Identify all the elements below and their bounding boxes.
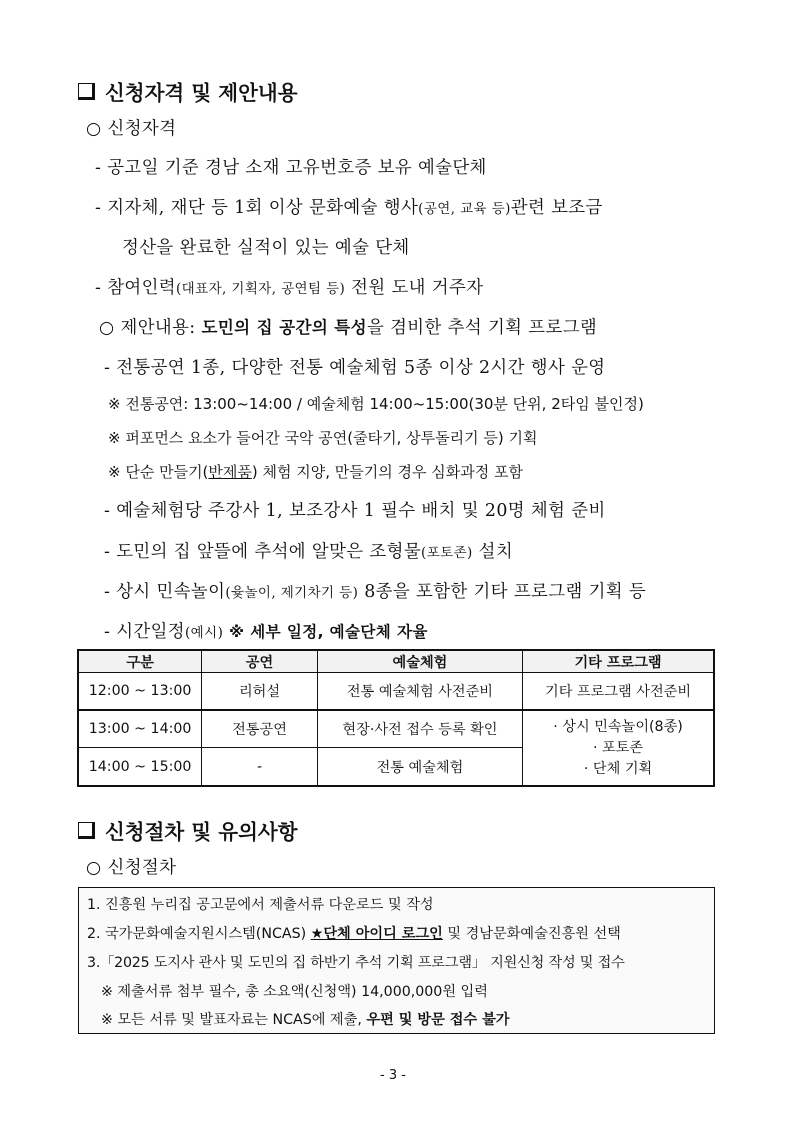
section-title-2: [78, 815, 298, 845]
procedure-step-2: 2. 국가문화예술지원시스템(NCAS) ★단체 아이디 로그인 및 경남문화예술진흥원 선택: [87, 926, 621, 942]
table-header: 구분: [78, 650, 202, 673]
table-cell: 14:00 ~ 15:00: [78, 748, 202, 787]
page-number: - 3 -: [380, 1068, 406, 1083]
procedure-step-1: 1. 진흥원 누리집 공고문에서 제출서류 다운로드 및 작성: [87, 897, 434, 913]
table-cell: 12:00 ~ 13:00: [78, 673, 202, 711]
etc-item: · 포토존: [592, 739, 644, 756]
qualification-line-4: - 참여인력(대표자, 기획자, 공연팀 등) 전원 도내 거주자: [95, 278, 484, 298]
table-row: [78, 673, 714, 711]
etc-item: · 단체 기획: [583, 760, 653, 777]
table-header-row: [78, 650, 714, 673]
proposal-line-4: - 상시 민속놀이(윷놀이, 제기차기 등) 8종을 포함한 기타 프로그램 기획 등: [104, 582, 647, 602]
procedure-note-2: ※ 모든 서류 및 발표자료는 NCAS에 제출, 우편 및 방문 접수 불가: [101, 1012, 510, 1028]
procedure-box: [78, 887, 715, 1034]
proposal-line-3: - 도민의 집 앞뜰에 추석에 알맞은 조형물(포토존) 설치: [104, 542, 514, 562]
table-header: 공연: [202, 650, 318, 673]
qualification-line-3: 정산을 완료한 실적이 있는 예술 단체: [122, 238, 410, 258]
qualification-heading: ○ 신청자격: [86, 119, 177, 139]
checkbox-square-icon: [78, 822, 95, 839]
procedure-note-1: ※ 제출서류 첨부 필수, 총 소요액(신청액) 14,000,000원 입력: [101, 984, 488, 1000]
proposal-line-2: - 예술체험당 주강사 1, 보조강사 1 필수 배치 및 20명 체험 준비: [104, 501, 606, 521]
checkbox-square-icon: [78, 83, 95, 100]
table-cell: 현장·사전 접수 등록 확인: [317, 710, 522, 748]
table-cell: 전통공연: [202, 710, 318, 748]
table-header: 기타 프로그램: [523, 650, 714, 673]
etc-item: · 상시 민속놀이(8종): [553, 718, 683, 735]
section-title-1: [78, 76, 298, 106]
proposal-heading: ○ 제안내용: 도민의 집 공간의 특성을 겸비한 추석 기획 프로그램: [99, 318, 598, 338]
procedure-step-3: 3.「2025 도지사 관사 및 도민의 집 하반기 추석 기획 프로그램」 지원신청 작성 및 접수: [87, 955, 625, 971]
table-cell: 전통 예술체험: [317, 748, 522, 787]
proposal-note-2: ※ 퍼포먼스 요소가 들어간 국악 공연(줄타기, 상투돌리기 등) 기획: [108, 429, 538, 447]
table-cell-etc-programs: [523, 710, 714, 786]
proposal-note-1: ※ 전통공연: 13:00~14:00 / 예술체험 14:00~15:00(30분 단위, 2타임 불인정): [108, 395, 644, 413]
table-cell: -: [202, 748, 318, 787]
procedure-heading: ○ 신청절차: [86, 858, 177, 878]
table-cell: 13:00 ~ 14:00: [78, 710, 202, 748]
section-title-text: 신청자격 및 제안내용: [105, 81, 298, 105]
section-title-text: 신청절차 및 유의사항: [105, 820, 298, 844]
proposal-note-3: ※ 단순 만들기(반제품) 체험 지양, 만들기의 경우 심화과정 포함: [108, 463, 523, 481]
schedule-table: [77, 649, 715, 787]
proposal-line-1: - 전통공연 1종, 다양한 전통 예술체험 5종 이상 2시간 행사 운영: [104, 358, 606, 378]
table-header: 예술체험: [317, 650, 522, 673]
table-row: [78, 710, 714, 748]
table-cell: 리허설: [202, 673, 318, 711]
qualification-line-2: - 지자체, 재단 등 1회 이상 문화예술 행사(공연, 교육 등)관련 보조금: [95, 198, 603, 218]
qualification-line-1: - 공고일 기준 경남 소재 고유번호증 보유 예술단체: [95, 158, 487, 178]
proposal-line-5: - 시간일정(예시) ※ 세부 일정, 예술단체 자율: [104, 622, 428, 642]
table-cell: 전통 예술체험 사전준비: [317, 673, 522, 711]
table-cell: 기타 프로그램 사전준비: [523, 673, 714, 711]
